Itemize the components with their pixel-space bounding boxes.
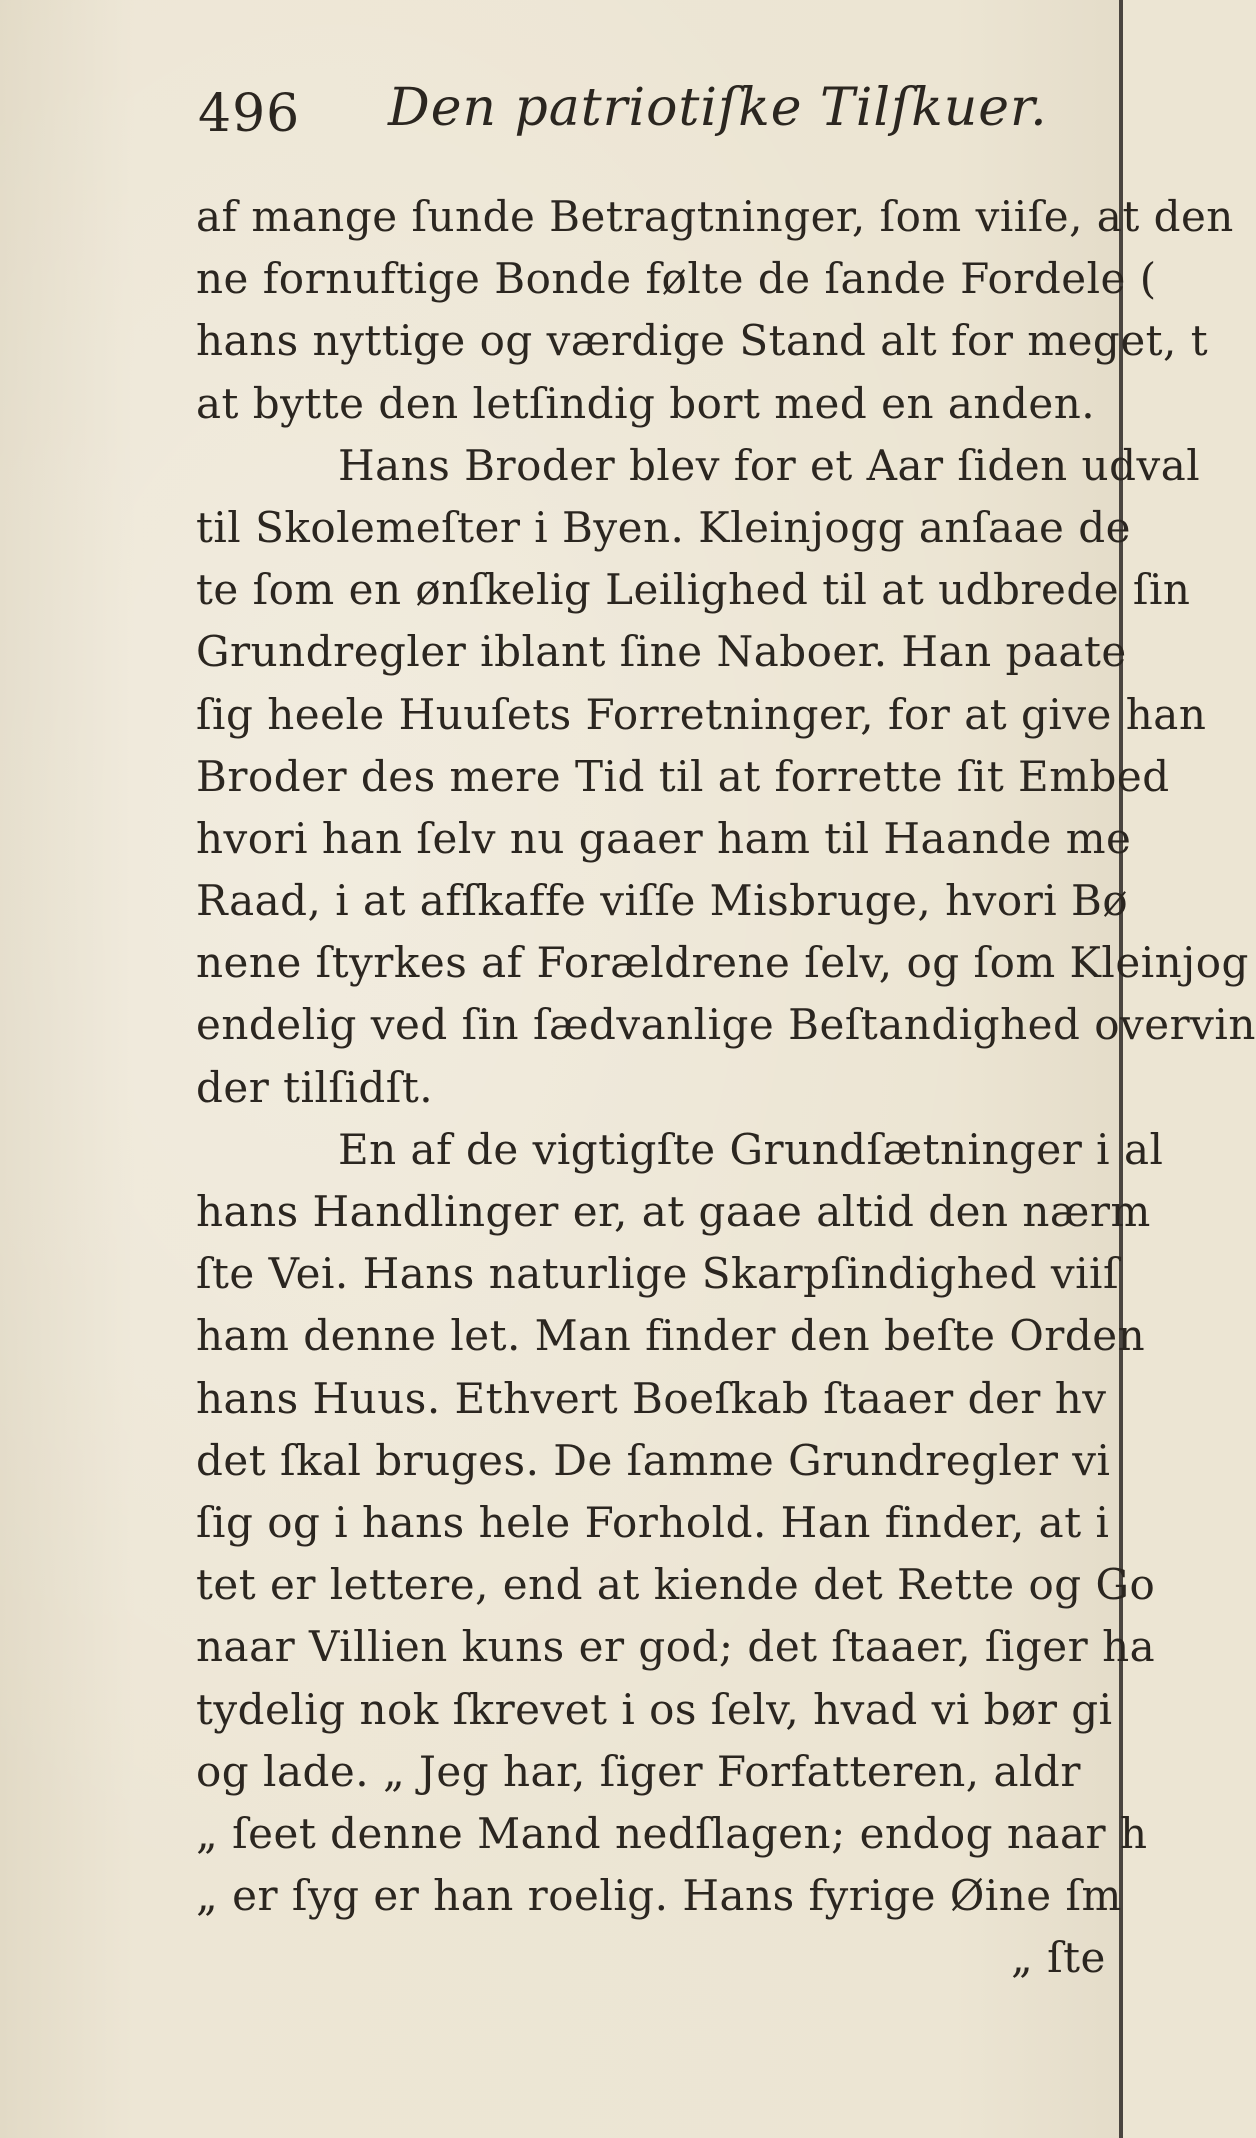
text-line: ſig og i hans hele Forhold. Han finder, at i xyxy=(196,1497,1110,1547)
text-line: tet er lettere, end at kiende det Rette og Go xyxy=(196,1560,1156,1610)
text-line: Raad, i at afſkaffe viſſe Misbruge, hvori Bø xyxy=(196,876,1129,926)
running-title: Den patriotiſke Tilſkuer. xyxy=(388,78,1048,138)
text-line: te ſom en ønſkelig Leilighed til at udbrede ſin xyxy=(196,565,1191,615)
page-number: 496 xyxy=(198,84,301,144)
text-line: til Skolemeſter i Byen. Kleinjogg anſaae de xyxy=(196,502,1131,552)
paragraph-start-line: En af de vigtigſte Grundſætninger i al xyxy=(338,1124,1164,1174)
text-line: hans nyttige og værdige Stand alt for meget, t xyxy=(196,316,1209,366)
text-line: „ ſeet denne Mand nedſlagen; endog naar h xyxy=(196,1808,1148,1858)
text-line: hans Huus. Ethvert Boeſkab ſtaaer der hv xyxy=(196,1373,1107,1423)
text-line: „ er ſyg er han roelig. Hans fyrige Øine ſm xyxy=(196,1871,1122,1921)
text-line: „ ſte xyxy=(1011,1933,1106,1983)
page-header xyxy=(198,70,1098,150)
text-line: nene ſtyrkes af Forældrene ſelv, og ſom Kleinjog xyxy=(196,938,1249,988)
text-line: hvori han ſelv nu gaaer ham til Haande me xyxy=(196,813,1132,863)
text-line: hans Handlinger er, at gaae altid den nærm xyxy=(196,1187,1151,1236)
text-line: og lade. „ Jeg har, ſiger Forfatteren, aldr xyxy=(196,1746,1081,1796)
text-line: der tilſidſt. xyxy=(196,1062,434,1112)
text-line: naar Villien kuns er god; det ſtaaer, ſiger ha xyxy=(196,1622,1156,1672)
text-line: Grundregler iblant ſine Naboer. Han paate xyxy=(196,627,1127,677)
text-line: ſig heele Huuſets Forretninger, for at give han xyxy=(196,689,1207,739)
text-line: af mange ſunde Betragtninger, ſom viiſe, at den xyxy=(196,192,1234,241)
text-line: ne fornuftige Bonde følte de ſande Fordele ( xyxy=(196,254,1157,304)
text-line: endelig ved ſin ſædvanlige Beſtandighed overvin xyxy=(196,1000,1256,1050)
paragraph-start-line: Hans Broder blev for et Aar ſiden udval xyxy=(338,440,1201,490)
text-line: ſte Vei. Hans naturlige Skarpſindighed viiſ xyxy=(196,1249,1120,1299)
text-line: tydelig nok ſkrevet i os ſelv, hvad vi bør gi xyxy=(196,1684,1113,1734)
text-line: Broder des mere Tid til at forrette ſit Embed xyxy=(196,751,1170,801)
text-line: ham denne let. Man finder den beſte Orden xyxy=(196,1311,1146,1361)
text-line: at bytte den letſindig bort med en anden. xyxy=(196,378,1096,428)
body-text xyxy=(196,186,1256,1989)
text-line: det ſkal bruges. De ſamme Grundregler vi xyxy=(196,1435,1111,1485)
